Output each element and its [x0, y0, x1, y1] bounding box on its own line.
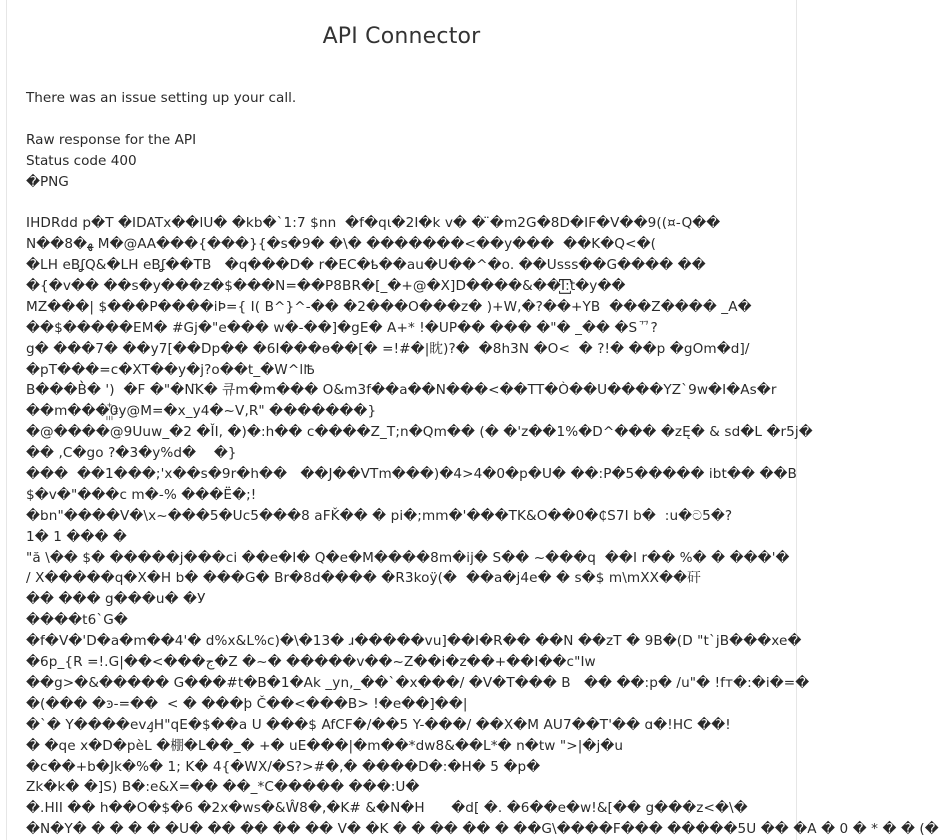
- raw-line: ��g>�&����� G���#t�B�1�Ak _yn,_��`�x���/ �V�T��� B �� ��:p� /u"� !fт�:�i�=�: [26, 674, 810, 691]
- raw-line: �{�v�� ��s�y���z�$���N=��P8BR�[_�+@�X]D����&��I꙱:t�y��: [26, 278, 626, 295]
- dialog-title: API Connector: [322, 24, 481, 49]
- raw-response-body: [26, 213, 939, 840]
- raw-line: �@����@9Uuw_�2 �ǏI, �)�:h�� c����Z_T;n�Qm�� (� �'z��1%�D^��� �zĘ� & sd�L �r5j�: [26, 424, 813, 441]
- raw-line: �6p_{R =!.G|��<���ج�Z �~� �����v��~Z��i�z��+��I��c"Iw: [26, 654, 596, 671]
- raw-line: N��8�ﻬ M�@ꓮA���{���}{�s�9� �\� �������<��y��� ��K�Q<�(: [26, 236, 657, 253]
- raw-line: �pT���=c�XT��y�j?o��t_�W^lꙒ: [26, 361, 315, 378]
- raw-line: �� ��� g���u� �У: [26, 591, 206, 608]
- spacer: [26, 109, 788, 130]
- raw-line: Zk�k� �]S) B�:e&X=�� ��_*C����� ���:U�: [26, 779, 420, 796]
- raw-line: ��� ��1���;'x��s�9r�h�� ��J��VTm���)�4>4�0�p�U� ��:P�5����� ibt�� ��B: [26, 466, 797, 483]
- status-code: Status code 400: [26, 152, 137, 169]
- raw-line: ��m���꙲0y@M=�x_y4�~V,R" �������}: [26, 403, 377, 420]
- raw-line: �c��+b�Jk�%� 1; K� 4{�WX/�S?>#�,� ����D�:�H� 5 �p�: [26, 758, 541, 775]
- spacer: [26, 192, 788, 213]
- raw-line: MZ���| $���P����iÞ={ I( B^}^-�� �2���O���z� )+W,�?��+YB ���Z���� _A�: [26, 298, 752, 315]
- raw-line: IHDRdd p�T �IDATx��lU� �kb�`1:7 $nn �f�qɩ�2I�k v� � ̈�m2G�8D�IF�V��9((¤-Q��: [26, 215, 721, 232]
- dialog-content: [26, 88, 939, 840]
- raw-line: B���B̀̀� ') �F �"�N꙼K� 큐m�m��� O&m3f��a��N���<��TT�Ò��U����YZ`9w�I�As�r: [26, 382, 777, 399]
- raw-line: $�v�"���c m�-% ���Ë�;!: [26, 486, 257, 503]
- raw-line: �� ,C�go ?�3�y%d� �}: [26, 445, 237, 462]
- raw-line: � �qe x�D�pèL �棚�L��_� +� uE���|�m��*dw8&��L*� n�tw ">|�j�u: [26, 737, 624, 754]
- api-connector-dialog: [6, 0, 939, 840]
- raw-line: �bn"����V�\x~���5�Uc5���8 aFǨ�� � pi�;mm�'���TK&O��0�₵S7I b� :u�ට5�?: [26, 507, 733, 524]
- raw-line: �N�Y� � � � � �U� �� �� �� �� V� �K � � �� �� � ��G\����F��� �����5U �� �A � 0 � * � � (�: [26, 821, 939, 838]
- png-signature: �PNG: [26, 173, 69, 190]
- raw-line: �LH eBʆQ&�LH eBʆ��TB �q���D� r�EC�ҍ��au�U��^�o. ��Usss��G���� ��: [26, 257, 706, 274]
- raw-line: �`� Y����evꜭH"qE�$��a U ���$ AfCF�/��5 Y-���/ ��X�M AU7��T'�� ɑ�!HC ��!: [26, 716, 731, 733]
- raw-line: ����t6`G�: [26, 612, 128, 629]
- raw-line: �.HII �� h��O�$�6 �2x�ws�&Ŵ8�,�K# &�N�H �d[ �. �6��e�w!&[�� g���z<�\�: [26, 800, 748, 817]
- raw-line: ��$�����EM� #Gj�"e��� w�-��]�gE� A+* !�UP�� ��� �"� _�� �Sᄁ?: [26, 319, 658, 336]
- error-message: There was an issue setting up your call.: [26, 90, 297, 106]
- raw-line: 1� 1 ��� �: [26, 528, 127, 545]
- raw-line: "ă \�� $� �����j���ci ��e�I� Q�e�M����8m�ij� S�� ~���q ��I r�� %� � ���'�: [26, 549, 790, 566]
- raw-line: �(��� �ͽ-=�� < � ���ϸ Č��<���B> !�e��]��|: [26, 695, 468, 712]
- raw-line: / X�����q�X�H b� ���G� Br�8d���� �R3koÿ(� ��a�j4e� � s�$ m\mXX��矸: [26, 570, 701, 587]
- raw-line: �f�V�'D�a�m��4'� d%x&L%c)�\�13� ɹ�����vu]��I�R�� ��N ��zT � 9B�(D "t`jB���xe�: [26, 633, 802, 650]
- raw-response-label: Raw response for the API: [26, 131, 197, 148]
- raw-line: g� ���7� ��y7[��Dp�� �6I���ɵ��[� =!#�|眈)?� �8h3N �O< � ?!� ��p �gOm�d]/: [26, 340, 750, 357]
